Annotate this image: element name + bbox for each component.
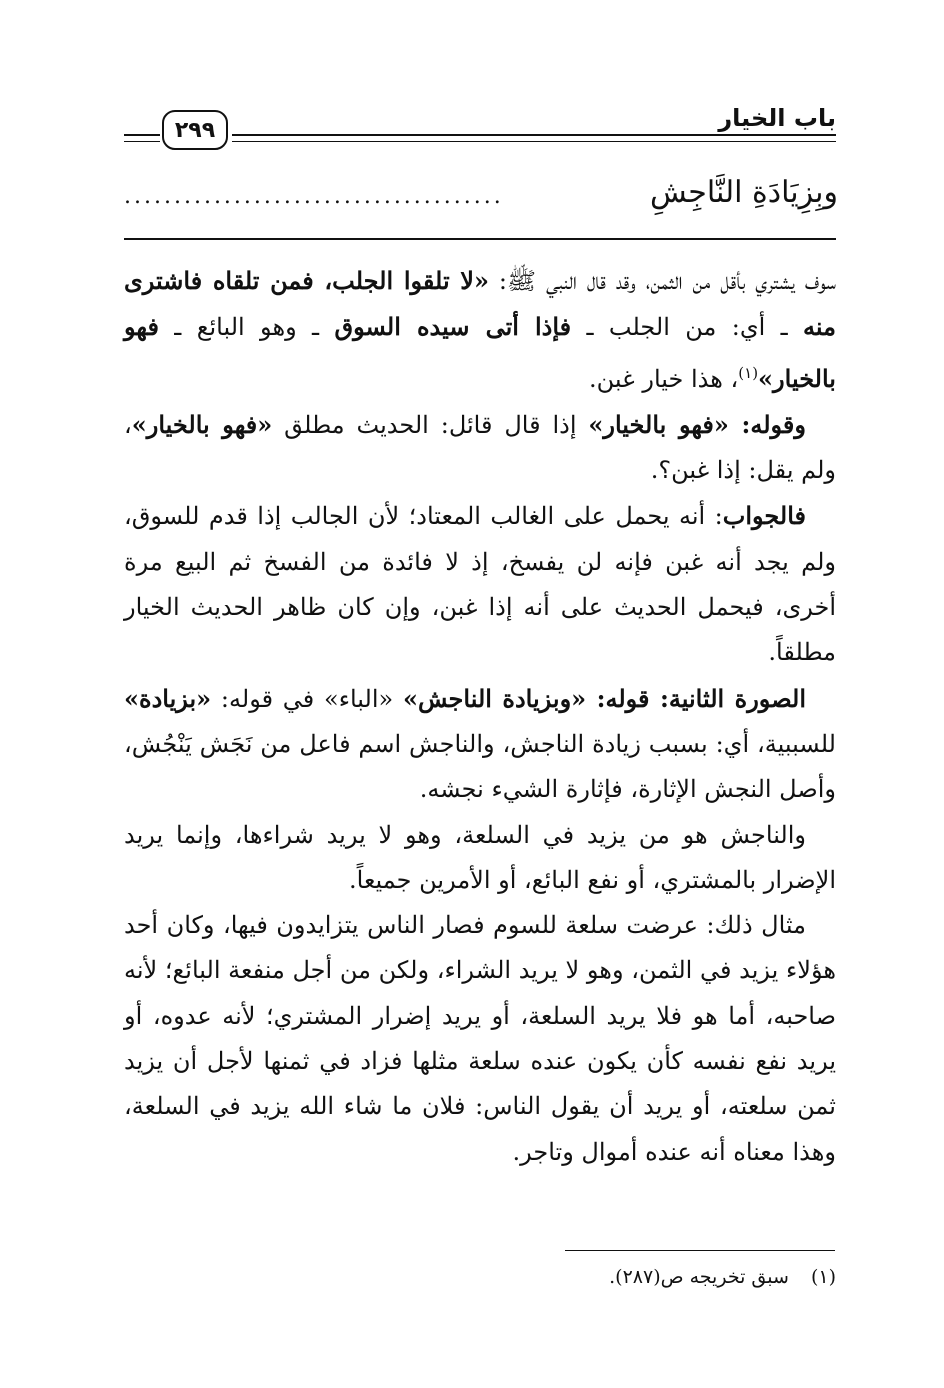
- matn-line: وبِزِيَادَةِ النَّاجِشِ: [650, 175, 838, 210]
- paragraph-5: والناجش هو من يزيد في السلعة، وهو لا يريد شراءها، وإنما يريد الإضرار بالمشتري، أو نفع البائع، أو الأمرين جميعاً.: [124, 820, 836, 894]
- hadith-quote: «لا تلقوا الجلب، فمن تلقاه فاشترى منه: [124, 266, 837, 342]
- header-rule-left-thin: [124, 141, 160, 142]
- text-run: ـ وهو البائع ـ: [158, 313, 335, 342]
- text-run: : أنه يحمل على الغالب المعتاد؛ لأن الجالب إذا قدم للسوق، ولم يجد أنه غبن فإنه لن يفسخ، إذ لا فائدة من الفسخ ثم البيع مرة أخرى، فيحمل الحديث على أنه إذا غبن، وإن كان ظاهر الحديث الخيار مطلقاً.: [124, 502, 836, 667]
- text-run: سوف يشتري بأقل من الثمن، وقد قال النبي ﷺ:: [489, 267, 836, 295]
- bold-term: «بزيادة»: [124, 683, 212, 713]
- hadith-quote: فإذا أتى سيده السوق: [334, 312, 572, 342]
- body-text: [124, 258, 836, 1175]
- paragraph-6: مثال ذلك: عرضت سلعة للسوم فصار الناس يتزايدون فيها، وكان أحد هؤلاء يزيد في الثمن، وهو لا يريد الشراء، ولكن من أجل منفعة البائع؛ لأنه صاحبه، أما هو فلا يريد السلعة، أو يريد إضرار المشتري؛ لأنه عدوه، أو يريد نفع نفسه كأن يكون عنده سلعة مثلها فزاد في ثمنها لأجل أن يزيد ثمن سلعته، أو يريد أن يقول الناس: فلان ما شاء الله يزيد في السلعة، وهذا معناه أنه عنده أموال وتاجر.: [124, 911, 836, 1166]
- header-rule-left: [124, 134, 160, 136]
- text-run: للسببية، أي: بسبب زيادة الناجش، والناجش اسم فاعل من نَجَش يَنْجُش، وأصل النجش الإثارة، فإثارة الشيء نجشه.: [124, 729, 836, 804]
- page-number: ٢٩٩: [162, 110, 228, 150]
- running-header-title: باب الخيار: [718, 104, 836, 132]
- paragraph-2: [124, 402, 836, 494]
- text-run: «الباء» في قوله:: [211, 684, 403, 713]
- matn-leader-dots: ......................................: [124, 184, 504, 209]
- footnote-reference: (١): [738, 363, 759, 382]
- matn-separator-rule: [124, 238, 836, 240]
- hadith-quote: فهو بالخيار»: [124, 312, 836, 393]
- text-run: إذا قال قائل: الحديث مطلق: [272, 410, 589, 439]
- footnote-rule: [565, 1250, 835, 1251]
- header-rule-right: [232, 134, 836, 136]
- hadith-quote: «فهو بالخيار»: [131, 409, 273, 439]
- footnote: [609, 1266, 836, 1288]
- footnote-number: (١): [810, 1266, 836, 1288]
- text-run: ـ أي: من الجلب ـ: [571, 313, 804, 342]
- header-rule-right-thin: [232, 141, 836, 142]
- paragraph-4: [124, 676, 836, 813]
- bold-heading: فالجواب: [722, 501, 807, 531]
- paragraph-3: [124, 493, 836, 675]
- bold-heading: الصورة الثانية: قوله: «وبزيادة الناجش»: [402, 683, 806, 713]
- footnote-text: سبق تخريجه ص(٢٨٧).: [609, 1266, 789, 1288]
- bold-heading: وقوله: «فهو بالخيار»: [588, 409, 806, 439]
- text-run: ، هذا خيار غبن.: [589, 364, 739, 393]
- paragraph-1: [124, 258, 836, 402]
- text-run: ، ولم يقل: إذا غبن؟.: [124, 410, 836, 485]
